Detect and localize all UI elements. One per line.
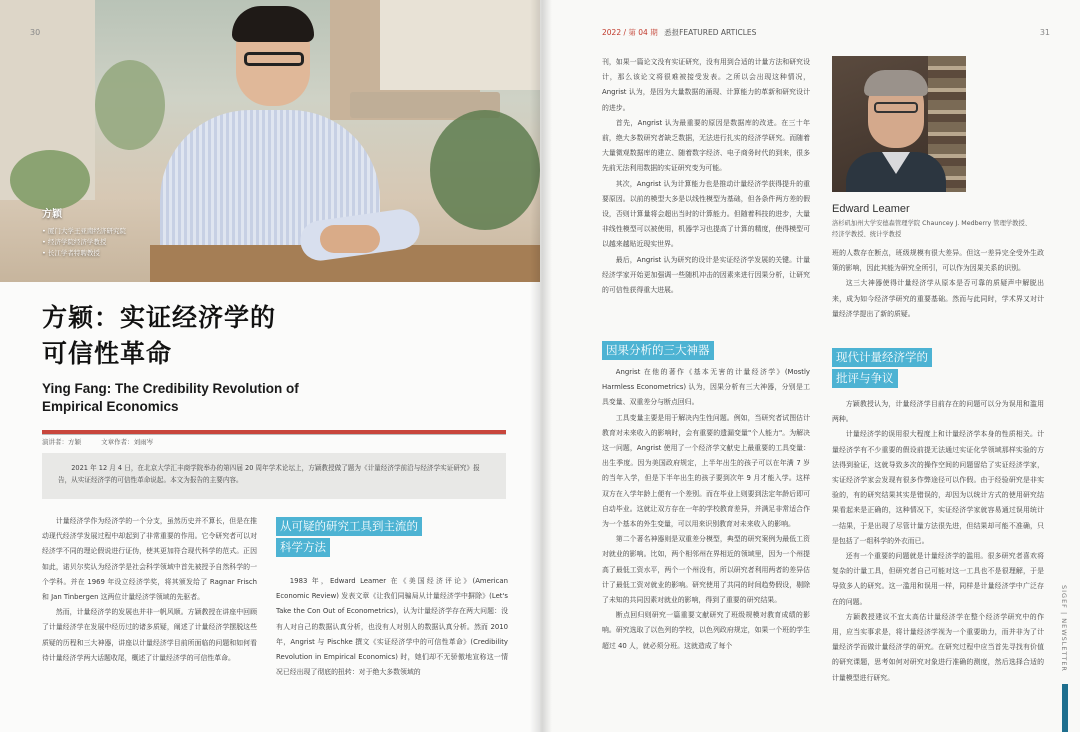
paragraph: Angrist 在他的著作《基本无害的计量经济学》(Mostly Harmless Econometrics) 认为，因果分析有三大神器，分别是工具变量、双重差分与断点回归。: [602, 368, 810, 407]
writer-credit: 文章作者：刘雨岑: [101, 438, 154, 446]
paragraph: 计量经济学作为经济学的一个分支，虽然历史并不算长，但是在推动现代经济学发展过程中却起到了非常重要的作用。它令研究者可以对经济学不同的理论假说进行证伪，使其更加符合现代科学的范式。正因如此，诺贝尔奖认为经济学是社会科学领域中首先被授予自然科学的一个学科。并在 1969 年设立经济学奖，将其颁发给了 Ragnar Frisch 和 Jan Tinbergen 这两位计量经济学领域的先驱者。: [42, 517, 257, 602]
caption-role: • 厦门大学王亚南经济研究院: [42, 227, 126, 235]
paragraph: 方颖教授建议不宜太高估计量经济学在整个经济学研究中的作用，应当实事求是，将计量经济学视为一个重要助力，而并非为了计量经济学而做计量经济学的研究。在研究过程中应当首先寻找有价值的研究课题，思考如何对研究对象进行准确的测度，然后选择合适的计量模型进行研究。: [832, 612, 1044, 682]
paragraph: 刊，如果一篇论文没有实证研究，没有用到合适的计量方法和研究设计，那么该论文将很难被接受发表。之所以会出现这种情况，Angrist 认为，是因为大量数据的涌现、计算能力的革新和研究设计的进步。: [602, 58, 810, 112]
page-number-right: 31: [1039, 28, 1050, 37]
body-column: [832, 246, 1044, 322]
paragraph: 其次，Angrist 认为计算能力也是推动计量经济学获得提升的重要原因。以前的模型大多是以线性模型为基础，但各条件两方差的假设，否则计算量将会超出当时的计算能力。但随着科技的进步，大量非线性模型可以被使用，机器学习也提高了计算的精度，使得模型可以越来越贴近现实世界。: [602, 179, 810, 249]
paragraph: 1983 年，Edward Leamer 在《美国经济评论》(American Economic Review) 发表文章《让我们同骗局从计量经济学中摒除》(Let's Take the Con Out of Econometrics)，认为计量经济学存在两大问题：没有人对自己的数据认真分析，也没有人对别人的数据认真分析。然而 2010 年，Angrist 与 Pischke 撰文《实证经济学中的可信性革命》(Credibility Revolution in Empirical Economics) 时，她们却不无骄傲地宣称这一情况已经出现了彻底的扭转：对于绝大多数领域的: [276, 577, 508, 677]
body-column: [602, 365, 810, 654]
caption-role: • 经济学院经济学教授: [42, 238, 107, 246]
side-accent-bar: [1062, 684, 1068, 732]
paragraph: 这三大神器使得计量经济学从原本是否可靠的质疑声中解脱出来，成为如今经济学研究的重要基础。然而与此同时，学术界又对计量经济学提出了新的质疑。: [832, 279, 1044, 318]
page-number-left: 30: [30, 28, 41, 37]
section-heading: 从可疑的研究工具到主流的 科学方法: [276, 517, 422, 559]
section-tag: 悉报FEATURED ARTICLES: [664, 28, 757, 37]
paragraph: 工具变量主要是用于解决内生性问题。例如，当研究者试图估计教育对未来收入的影响时，会有重要的遗漏变量"个人能力"。为解决这一问题，Angrist 使用了一个经济学文献史上最重要的工具变量：出生季度。因为美国政府规定，上半年出生的孩子可以在年满 7 岁的当年入学，但是下半年出生的孩子要到次年 9 月才能入学。这样双方在入学年龄上便有一个差别。而在毕业上则要到法定年龄后即可自动毕业。这就让双方存在一年的学校教育差异，并满足非常适合作为一个基本的外生变量，可以用来识别教育对未来收入的影响。: [602, 413, 810, 529]
hero-photo: [0, 0, 540, 282]
speaker-credit: 演讲者：方颖: [42, 438, 81, 446]
photo-caption: [42, 205, 126, 259]
portrait-description: 洛杉矶加州大学安德森管理学院 Chauncey J. Medberry 管理学教授、 经济学教授、统计学教授: [832, 220, 1032, 238]
article-title-english: Ying Fang: The Credibility Revolution of Empirical Economics: [42, 381, 299, 414]
caption-role: • 长江学者特聘教授: [42, 249, 100, 257]
book-gutter: [530, 0, 552, 732]
paragraph: 方颖教授认为，计量经济学目前存在的问题可以分为误用和滥用两种。: [832, 400, 1044, 424]
paragraph: 最后，Angrist 认为研究的设计是实证经济学发展的关键。计量经济学家开始更加强调一些随机冲击的因素来进行因果分析，让研究的可信性获得重大进展。: [602, 255, 810, 295]
paragraph: 断点回归则研究一篇重要文献研究了班级规模对教育成绩的影响。研究选取了以色列的学校，以色列政府规定，如果一个班的学生超过 40 人，就必须分班。这就造成了每个: [602, 611, 810, 650]
paragraph: 计量经济学的误用很大程度上和计量经济学本身的性质相关。计量经济学有不少重要的假设前提无法通过实证化学领域那样实验的方法得到验证，这就导致多次的操作空间的问题留给了实证经济学家，实证经济学家会发现有很多作弊途径可以作假。由于经验研究是非实验的，有的研究结果其实是错误的，却因为以统计方式的使用研究结果看起来是正确的，这种情况下，实证经济学家就容易通过误用统计一结果，于是出现了尽管计量方法很先进，但结果却可能不准确，只是包括了一组科学的外衣而已。: [832, 430, 1044, 545]
paragraph: 班的人数存在断点，班级规模有很大差异。但这一差异完全受外生政策的影响，因此其能为研究全所引，可以作为因果关系的识别。: [832, 249, 1044, 273]
portrait-name: Edward Leamer: [832, 203, 910, 215]
byline: [42, 437, 171, 446]
paragraph: 还有一个重要的问题就是计量经济学的滥用。很多研究者喜欢将复杂的计量工具，但研究者自己可能对这一工具也不是很理解，于是导致多人的研究。这一滥用和误用一样，同样是计量经济学中广泛存在的问题。: [832, 552, 1044, 606]
intro-paragraph: 2021 年 12 月 4 日，在北京大学汇丰商学院举办的第四届 20 周年学术论坛上，方颖教授做了题为《计量经济学前沿与经济学实证研究》报告，从实证经济学的可信性革命说起。本文为报告的主要内容。: [42, 453, 506, 499]
title-divider: [42, 430, 506, 434]
running-header: [602, 27, 756, 38]
article-title: 方颖：实证经济学的 可信性革命: [42, 303, 277, 368]
body-column: [832, 397, 1044, 686]
issue-label: 2022 / 第 04 期: [602, 28, 658, 37]
body-column: [602, 55, 810, 298]
right-page: [540, 0, 1080, 732]
paragraph: 然而，计量经济学的发展也并非一帆风顺。方颖教授在讲座中回顾了计量经济学在发展中经历过的诸多质疑，阐述了计量经济学摆脱这些质疑的历程和三大神器，讲座以计量经济学目前所面临的问题和如何看待计量经济学两大话题收尾，概述了计量经济学的可信性革命。: [42, 608, 257, 662]
section-heading: 因果分析的三大神器: [602, 341, 714, 362]
body-column: [42, 514, 257, 666]
caption-name: 方颖: [42, 209, 62, 220]
body-column: [276, 574, 508, 680]
section-heading: 现代计量经济学的 批评与争议: [832, 348, 932, 390]
side-label: SIGEF | NEWSLETTER: [1060, 585, 1068, 672]
paragraph: 首先，Angrist 认为最重要的原因是数据库的改进。在三十年前，绝大多数研究者缺乏数据，无法进行扎实的经济学研究。而随着大量微观数据库的建立、随着数字经济、电子商务时代的到来，很多先前无法利用数据的实证研究变为可能。: [602, 118, 810, 173]
paragraph: 第二个著名神器则是双重差分模型，典型的研究案例为最低工资对就业的影响。比如，两个相邻州在界相近的领域里，因为一个州提高了最低工资水平，两个一个州没有，所以研究者利用两者的差异估计了最低工资对就业的影响。研究使用了共同的时间趋势假设，剔除了未知的共同因素对就业的影响，得到了重要的研究结果。: [602, 535, 810, 605]
portrait-photo: [832, 56, 966, 192]
